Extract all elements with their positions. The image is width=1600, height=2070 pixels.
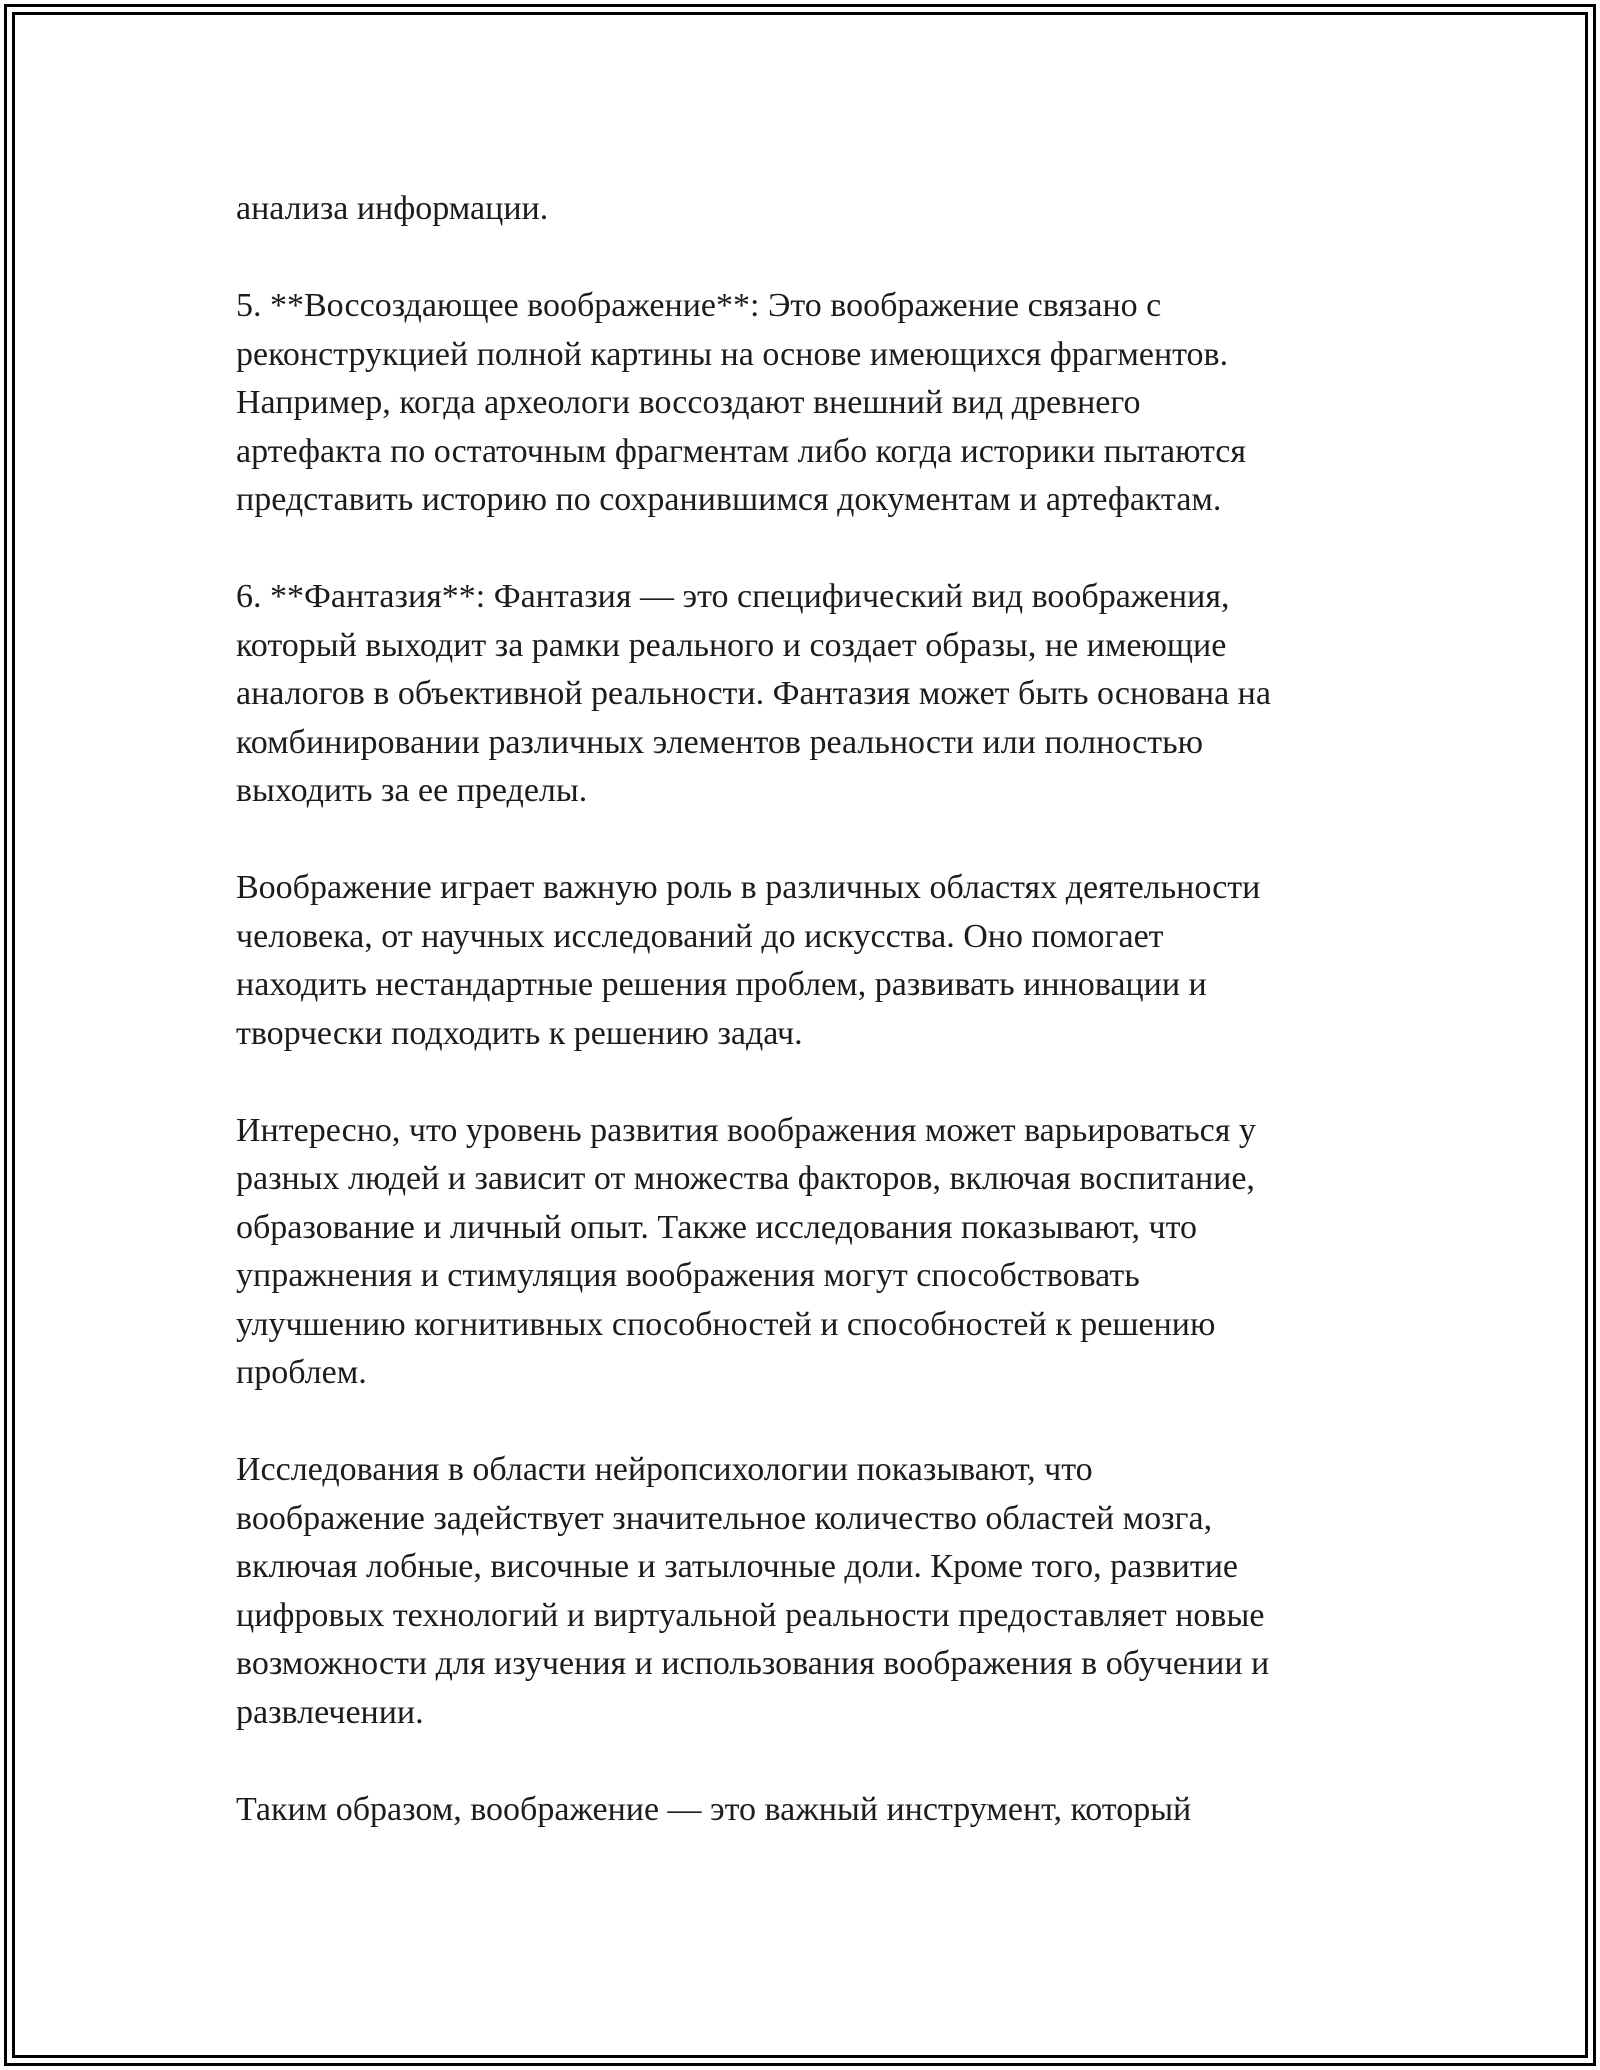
text-line: развлечении. — [236, 1693, 424, 1731]
text-line: разных людей и зависит от множества факторов, включая воспитание, — [236, 1160, 1255, 1197]
text-line: цифровых технологий и виртуальной реальности предоставляет новые — [236, 1596, 1265, 1634]
text-line: улучшению когнитивных способностей и способностей к решению — [236, 1305, 1216, 1343]
text-line: возможности для изучения и использования воображения в обучении и — [236, 1645, 1270, 1682]
text-line: упражнения и стимуляция воображения могут способствовать — [236, 1257, 1140, 1294]
paragraph — [236, 1446, 1366, 1737]
document-body — [236, 185, 1366, 1834]
paragraph — [236, 573, 1366, 816]
paragraph — [236, 282, 1366, 525]
paragraph — [236, 1107, 1366, 1398]
paragraph — [236, 185, 1366, 234]
text-line: воображение задействует значительное количество областей мозга, — [236, 1499, 1213, 1537]
text-line: анализа информации. — [236, 190, 549, 227]
text-line: Воображение играет важную роль в различных областях деятельности — [236, 869, 1261, 906]
text-line: Таким образом, воображение — это важный инструмент, который — [236, 1790, 1192, 1828]
text-line: представить историю по сохранившимся документам и артефактам. — [236, 481, 1222, 518]
text-line: включая лобные, височные и затылочные доли. Кроме того, развитие — [236, 1548, 1238, 1585]
text-line: образование и личный опыт. Также исследования показывают, что — [236, 1208, 1198, 1246]
text-line: реконструкцией полной картины на основе имеющихся фрагментов. — [236, 335, 1229, 373]
text-line: аналогов в объективной реальности. Фантазия может быть основана на — [236, 675, 1271, 712]
text-line: Исследования в области нейропсихологии показывают, что — [236, 1451, 1093, 1488]
text-line: находить нестандартные решения проблем, развивать инновации и — [236, 966, 1207, 1003]
text-line: 6. **Фантазия**: Фантазия — это специфический вид воображения, — [236, 578, 1230, 615]
text-line: комбинировании различных элементов реальности или полностью — [236, 723, 1203, 761]
text-line: Например, когда археологи воссоздают внешний вид древнего — [236, 384, 1141, 421]
text-line: проблем. — [236, 1354, 367, 1391]
text-line: выходить за ее пределы. — [236, 772, 588, 809]
text-line: артефакта по остаточным фрагментам либо когда историки пытаются — [236, 432, 1247, 470]
text-line: 5. **Воссоздающее воображение**: Это воображение связано с — [236, 287, 1162, 324]
text-line: Интересно, что уровень развития воображения может варьироваться у — [236, 1111, 1256, 1149]
text-line: который выходит за рамки реального и создает образы, не имеющие — [236, 626, 1227, 664]
text-line: творчески подходить к решению задач. — [236, 1014, 803, 1052]
paragraph — [236, 1786, 1366, 1835]
paragraph — [236, 864, 1366, 1058]
text-line: человека, от научных исследований до искусства. Оно помогает — [236, 917, 1164, 955]
